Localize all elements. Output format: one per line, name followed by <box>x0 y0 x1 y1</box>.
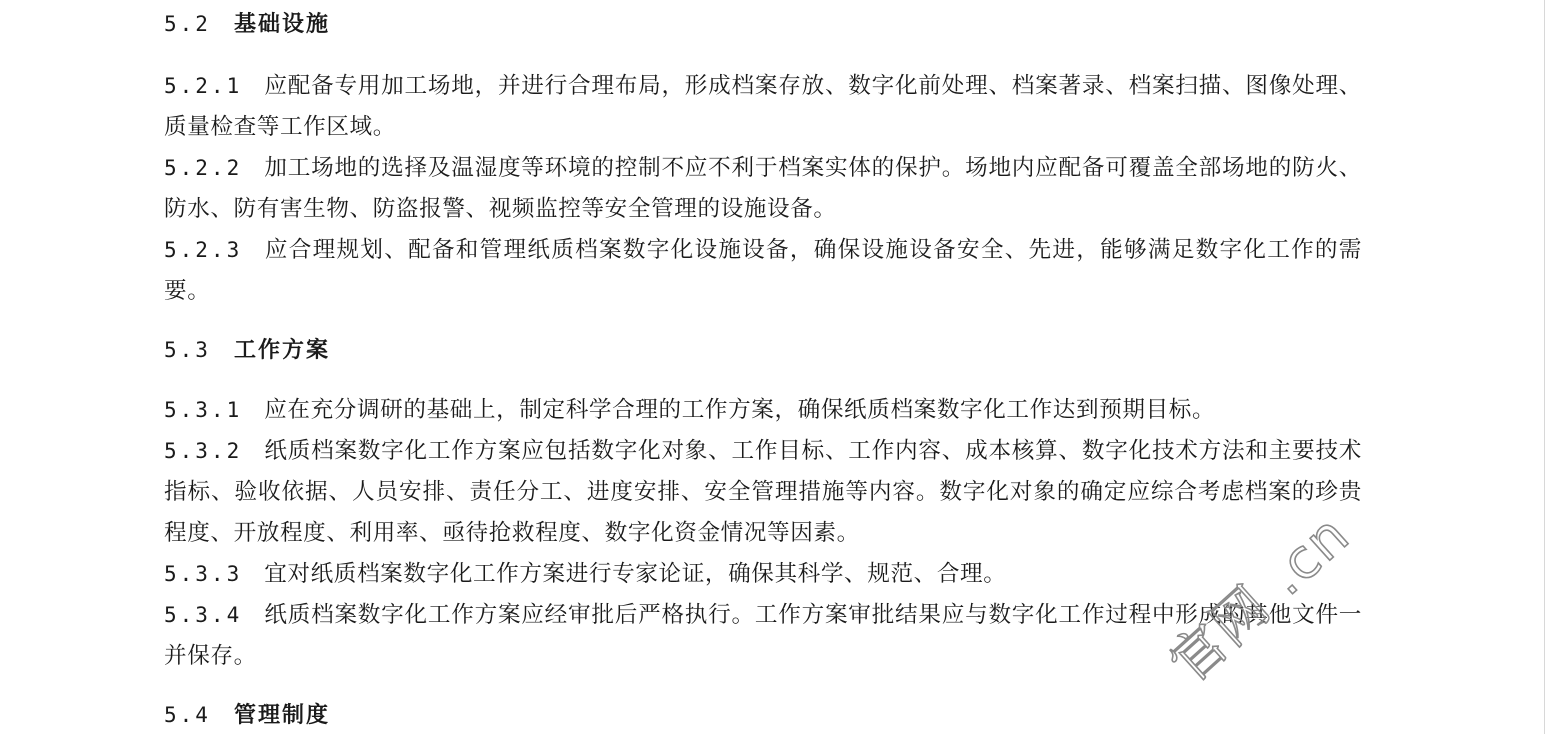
clause-number: 5.3.1 <box>164 398 243 422</box>
section-number: 5.3 <box>164 338 211 362</box>
section-number: 5.2 <box>164 12 211 36</box>
clause-5-3-1 <box>164 390 1362 431</box>
clause-5-2-2 <box>164 148 1362 230</box>
clause-5-2-3 <box>164 230 1362 312</box>
section-title: 工作方案 <box>234 338 331 363</box>
clause-text: 应在充分调研的基础上，制定科学合理的工作方案，确保纸质档案数字化工作达到预期目标。 <box>264 397 1216 423</box>
section-heading-5-3 <box>164 334 330 366</box>
clause-number: 5.3.4 <box>164 603 243 627</box>
page-right-border <box>1544 0 1545 734</box>
clause-5-2-1 <box>164 66 1362 148</box>
clause-number: 5.3.3 <box>164 562 243 586</box>
section-heading-5-2 <box>164 8 330 40</box>
clause-number: 5.3.2 <box>164 439 243 463</box>
clause-number: 5.2.3 <box>164 238 243 262</box>
section-number: 5.4 <box>164 703 211 727</box>
section-title: 基础设施 <box>234 12 331 37</box>
clause-5-3-4 <box>164 595 1362 677</box>
section-title: 管理制度 <box>234 703 331 728</box>
clause-text: 加工场地的选择及温湿度等环境的控制不应不利于档案实体的保护。场地内应配备可覆盖全部场地的防火、防水、防有害生物、防盗报警、视频监控等安全管理的设施设备。 <box>164 155 1362 222</box>
clause-number: 5.2.2 <box>164 156 243 180</box>
clause-text: 应配备专用加工场地，并进行合理布局，形成档案存放、数字化前处理、档案著录、档案扫描、图像处理、质量检查等工作区域。 <box>164 73 1362 140</box>
clause-text: 宜对纸质档案数字化工作方案进行专家论证，确保其科学、规范、合理。 <box>264 561 1007 587</box>
clause-5-3-3 <box>164 554 1362 595</box>
clause-text: 应合理规划、配备和管理纸质档案数字化设施设备，确保设施设备安全、先进，能够满足数字化工作的需要。 <box>164 237 1362 304</box>
clause-text: 纸质档案数字化工作方案应包括数字化对象、工作目标、工作内容、成本核算、数字化技术方法和主要技术指标、验收依据、人员安排、责任分工、进度安排、安全管理措施等内容。数字化对象的确定应综合考虑档案的珍贵程度、开放程度、利用率、亟待抢救程度、数字化资金情况等因素。 <box>164 438 1362 546</box>
section-heading-5-4 <box>164 699 330 731</box>
clause-text: 纸质档案数字化工作方案应经审批后严格执行。工作方案审批结果应与数字化工作过程中形成的其他文件一并保存。 <box>164 602 1362 669</box>
clause-number: 5.2.1 <box>164 74 243 98</box>
clause-5-3-2 <box>164 431 1362 554</box>
watermark-text: 官网 .cn <box>1157 502 1362 695</box>
